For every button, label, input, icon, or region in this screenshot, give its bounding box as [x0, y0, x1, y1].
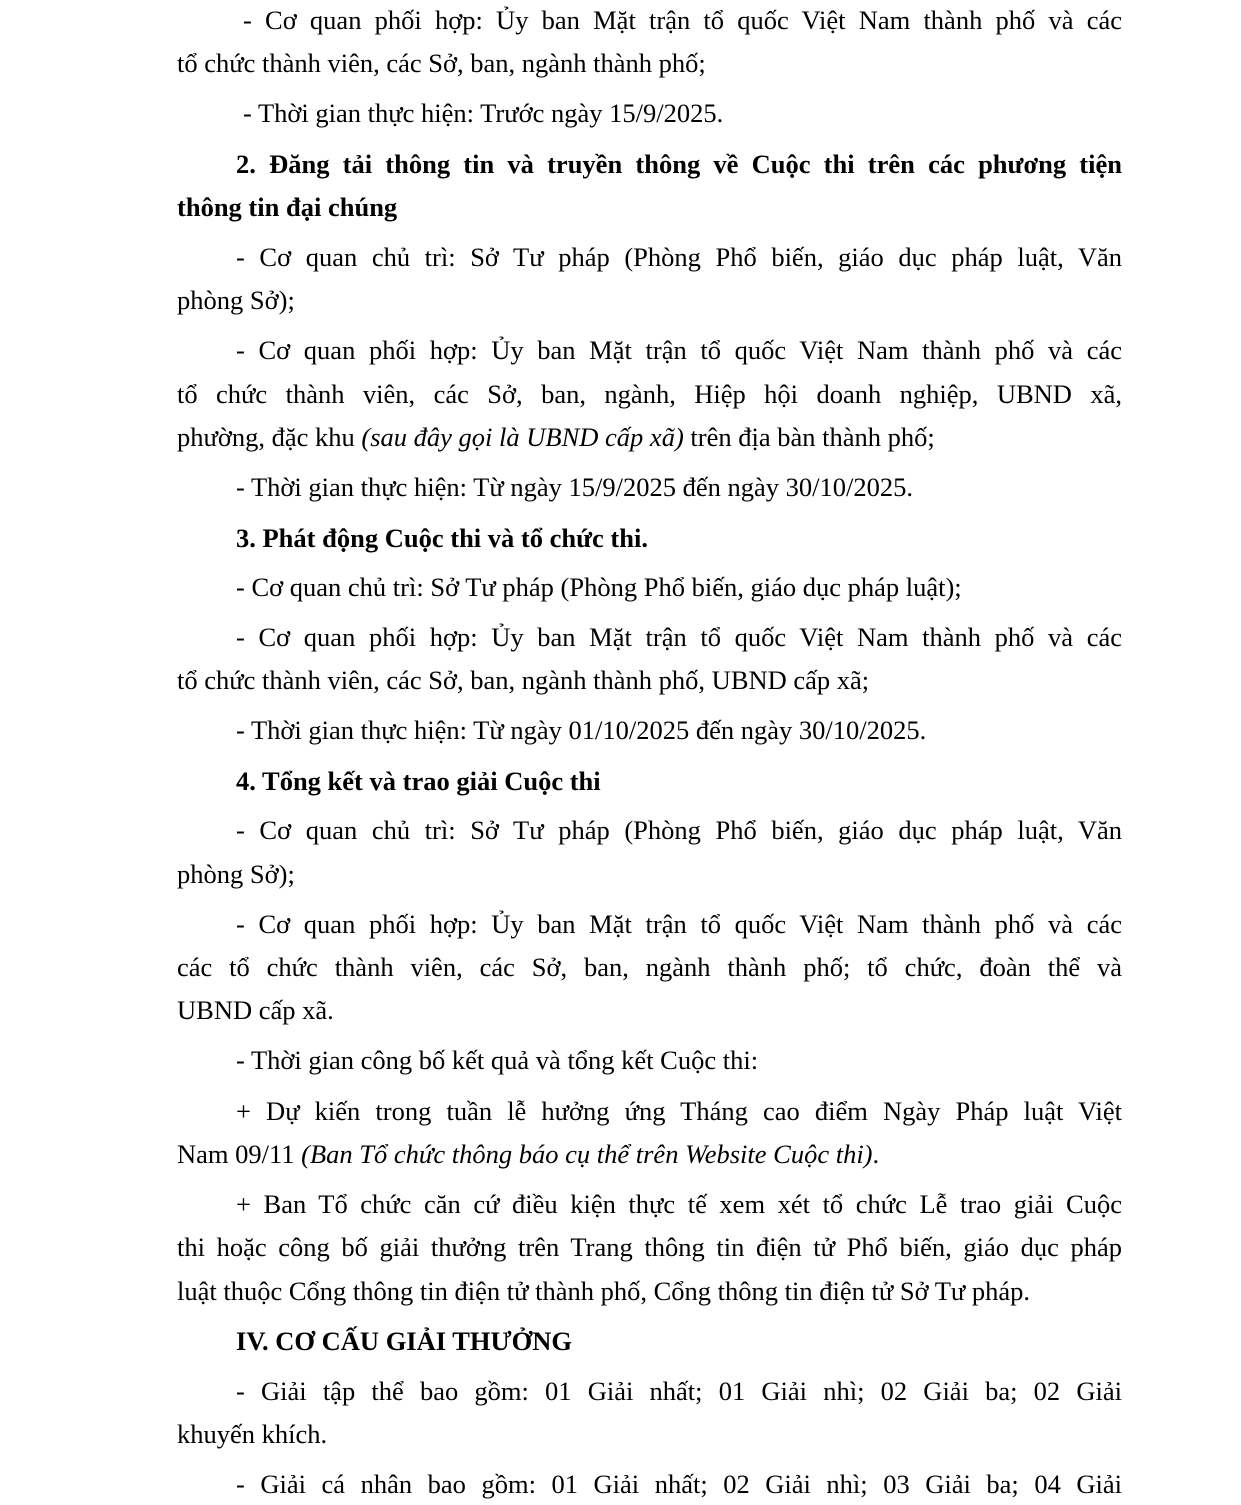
text: phường, đặc khu: [177, 422, 362, 452]
heading-text: IV. CƠ CẤU GIẢI THƯỞNG: [236, 1326, 572, 1356]
paragraph-line: [177, 47, 1122, 79]
text: - Thời gian thực hiện: Từ ngày 15/9/2025 đến ngày 30/10/2025.: [236, 472, 913, 502]
text: luật thuộc Cổng thông tin điện tử thành phố, Cổng thông tin điện tử Sở Tư pháp.: [177, 1276, 1031, 1306]
paragraph-line: [236, 714, 1122, 746]
text: phòng Sở);: [177, 285, 295, 315]
text: UBND cấp xã.: [177, 995, 334, 1025]
heading-text: thông tin đại chúng: [177, 192, 398, 222]
text: khuyến khích.: [177, 1419, 328, 1449]
paragraph-line: [177, 378, 1122, 410]
text: tổ chức thành viên, các Sở, ban, ngành thành phố, UBND cấp xã;: [177, 665, 870, 695]
text: - Cơ quan chủ trì: Sở Tư pháp (Phòng Phổ biến, giáo dục pháp luật, Văn: [236, 815, 1122, 845]
paragraph-line: [177, 994, 1122, 1026]
text: - Giải cá nhân bao gồm: 01 Giải nhất; 02 Giải nhì; 03 Giải ba; 04 Giải: [236, 1469, 1122, 1499]
paragraph-line: [236, 621, 1122, 653]
paragraph-line: [243, 97, 1122, 129]
section-heading: [236, 148, 1122, 180]
text: - Thời gian thực hiện: Trước ngày 15/9/2025.: [243, 98, 724, 128]
paragraph-line: [236, 1375, 1122, 1407]
italic-text: (Ban Tổ chức thông báo cụ thể trên Website Cuộc thi): [301, 1139, 873, 1169]
text: phòng Sở);: [177, 859, 295, 889]
paragraph-line: [236, 1044, 1122, 1076]
paragraph-line: [236, 1095, 1122, 1127]
paragraph-line: [236, 334, 1122, 366]
paragraph-line: [177, 421, 1122, 453]
section-heading: [177, 191, 1122, 223]
paragraph-line: [236, 471, 1122, 503]
paragraph-line: [236, 241, 1122, 273]
paragraph-line: [236, 908, 1122, 940]
text: - Thời gian công bố kết quả và tổng kết Cuộc thi:: [236, 1045, 759, 1075]
paragraph-line: [177, 1275, 1122, 1307]
text: - Cơ quan chủ trì: Sở Tư pháp (Phòng Phổ biến, giáo dục pháp luật);: [236, 572, 962, 602]
text: tổ chức thành viên, các Sở, ban, ngành, Hiệp hội doanh nghiệp, UBND xã,: [177, 379, 1122, 409]
section-heading: [236, 1325, 1122, 1357]
text: - Cơ quan phối hợp: Ủy ban Mặt trận tổ quốc Việt Nam thành phố và các: [236, 909, 1122, 939]
paragraph-line: [236, 1188, 1122, 1220]
paragraph-line: [243, 4, 1122, 36]
heading-text: 3. Phát động Cuộc thi và tổ chức thi.: [236, 523, 648, 553]
paragraph-line: [177, 664, 1122, 696]
text: - Cơ quan chủ trì: Sở Tư pháp (Phòng Phổ biến, giáo dục pháp luật, Văn: [236, 242, 1122, 272]
text: - Giải tập thể bao gồm: 01 Giải nhất; 01 Giải nhì; 02 Giải ba; 02 Giải: [236, 1376, 1122, 1406]
text: tổ chức thành viên, các Sở, ban, ngành thành phố;: [177, 48, 706, 78]
paragraph-line: [177, 1231, 1122, 1263]
section-heading: [236, 765, 1122, 797]
text: thi hoặc công bố giải thưởng trên Trang thông tin điện tử Phổ biến, giáo dục pháp: [177, 1232, 1122, 1262]
paragraph-line: [236, 571, 1122, 603]
text: trên địa bàn thành phố;: [683, 422, 935, 452]
paragraph-line: [177, 858, 1122, 890]
paragraph-line: [177, 1418, 1122, 1450]
section-heading: [236, 522, 1122, 554]
paragraph-line: [236, 1468, 1122, 1500]
paragraph-line: [177, 1138, 1122, 1170]
paragraph-line: [177, 284, 1122, 316]
text: Nam 09/11: [177, 1139, 302, 1169]
text: - Cơ quan phối hợp: Ủy ban Mặt trận tổ quốc Việt Nam thành phố và các: [236, 335, 1122, 365]
heading-text: 4. Tổng kết và trao giải Cuộc thi: [236, 766, 601, 796]
text: - Cơ quan phối hợp: Ủy ban Mặt trận tổ quốc Việt Nam thành phố và các: [243, 5, 1122, 35]
paragraph-line: [236, 814, 1122, 846]
italic-text: (sau đây gọi là UBND cấp xã): [361, 422, 684, 452]
text: - Thời gian thực hiện: Từ ngày 01/10/2025 đến ngày 30/10/2025.: [236, 715, 927, 745]
text: .: [872, 1139, 880, 1169]
text: + Dự kiến trong tuần lễ hưởng ứng Tháng cao điểm Ngày Pháp luật Việt: [236, 1096, 1122, 1126]
paragraph-line: [177, 951, 1122, 983]
text: các tổ chức thành viên, các Sở, ban, ngành thành phố; tổ chức, đoàn thể và: [177, 952, 1122, 982]
text: - Cơ quan phối hợp: Ủy ban Mặt trận tổ quốc Việt Nam thành phố và các: [236, 622, 1122, 652]
heading-text: 2. Đăng tải thông tin và truyền thông về Cuộc thi trên các phương tiện: [236, 149, 1122, 179]
text: + Ban Tổ chức căn cứ điều kiện thực tế xem xét tổ chức Lễ trao giải Cuộc: [236, 1189, 1122, 1219]
